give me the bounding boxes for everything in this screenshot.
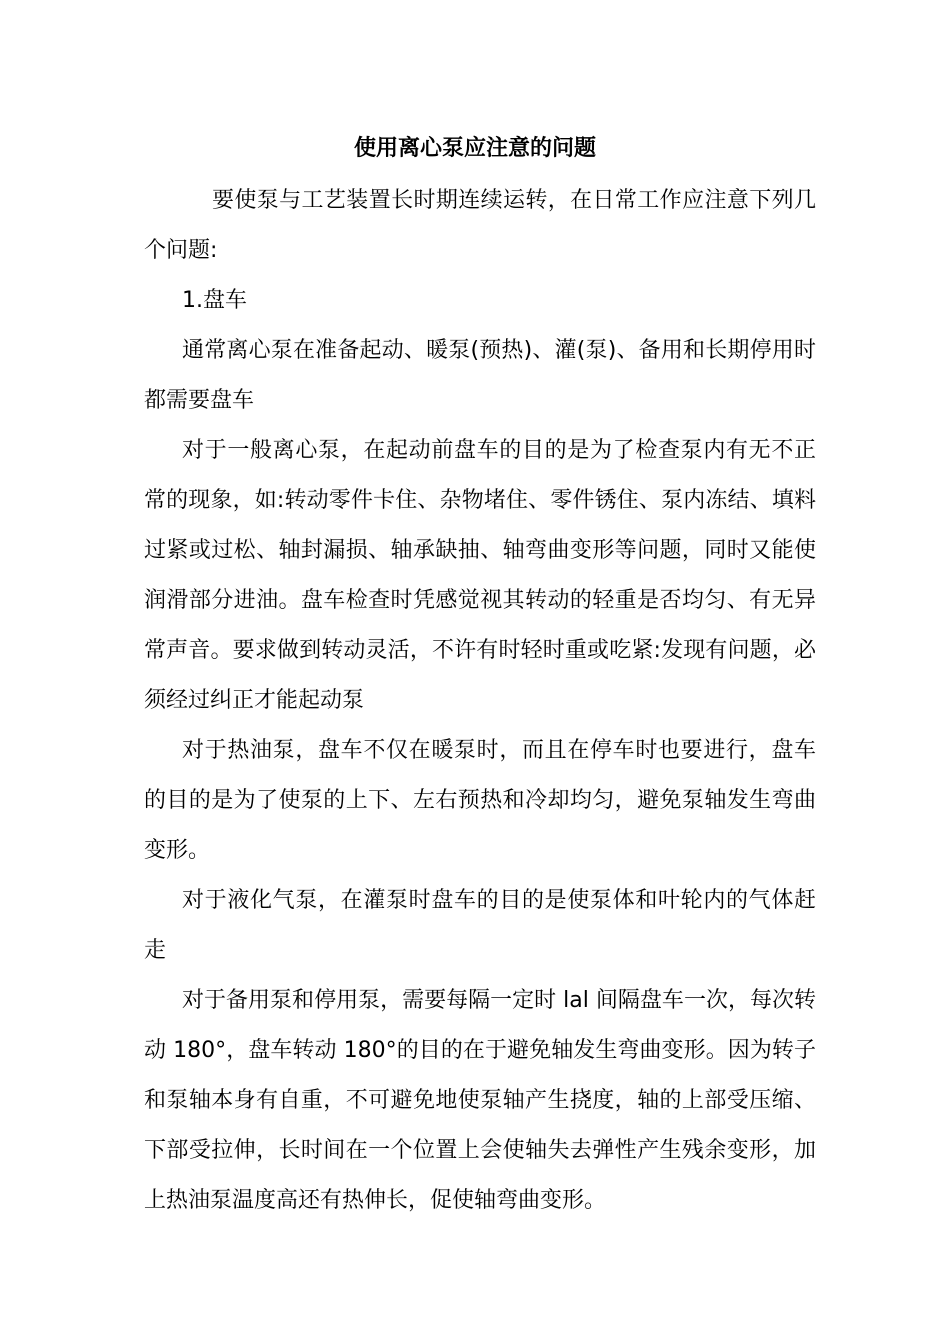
paragraph-hot-oil-pump: 对于热油泵，盘车不仅在暖泵时，而且在停车时也要进行，盘车的目的是为了使泵的上下、左右预热和冷却均匀，避免泵轴发生弯曲变形。 xyxy=(144,738,816,863)
paragraph-lpg-pump: 对于液化气泵，在灌泵时盘车的目的是使泵体和叶轮内的气体赶走 xyxy=(144,888,816,963)
paragraph-when-to-turn: 通常离心泵在准备起动、暖泵(预热)、灌(泵)、备用和长期停用时都需要盘车 xyxy=(144,338,816,413)
document-title: 使用离心泵应注意的问题 xyxy=(353,136,596,161)
document-body xyxy=(144,176,816,1226)
paragraph-standby-pump: 对于备用泵和停用泵，需要每隔一定时 lal 间隔盘车一次，每次转动 180°，盘车转动 180°的目的在于避免轴发生弯曲变形。因为转子和泵轴本身有自重，不可避免地使泵轴产生挠度，轴的上部受压缩、下部受拉伸，长时间在一个位置上会使轴失去弹性产生残余变形，加上热油泵温度高还有热伸长，促使轴弯曲变形。 xyxy=(144,988,816,1213)
section-heading-panche: 1.盘车 xyxy=(182,288,247,313)
paragraph-intro: 要使泵与工艺装置长时期连续运转，在日常工作应注意下列几个问题: xyxy=(144,188,816,263)
paragraph-general-pump: 对于一般离心泵，在起动前盘车的目的是为了检查泵内有无不正常的现象，如:转动零件卡住、杂物堵住、零件锈住、泵内冻结、填料过紧或过松、轴封漏损、轴承缺抽、轴弯曲变形等问题，同时又能使润滑部分进油。盘车检查时凭感觉视其转动的轻重是否均匀、有无异常声音。要求做到转动灵活，不许有时轻时重或吃紧:发现有问题，必须经过纠正才能起动泵 xyxy=(144,438,816,713)
